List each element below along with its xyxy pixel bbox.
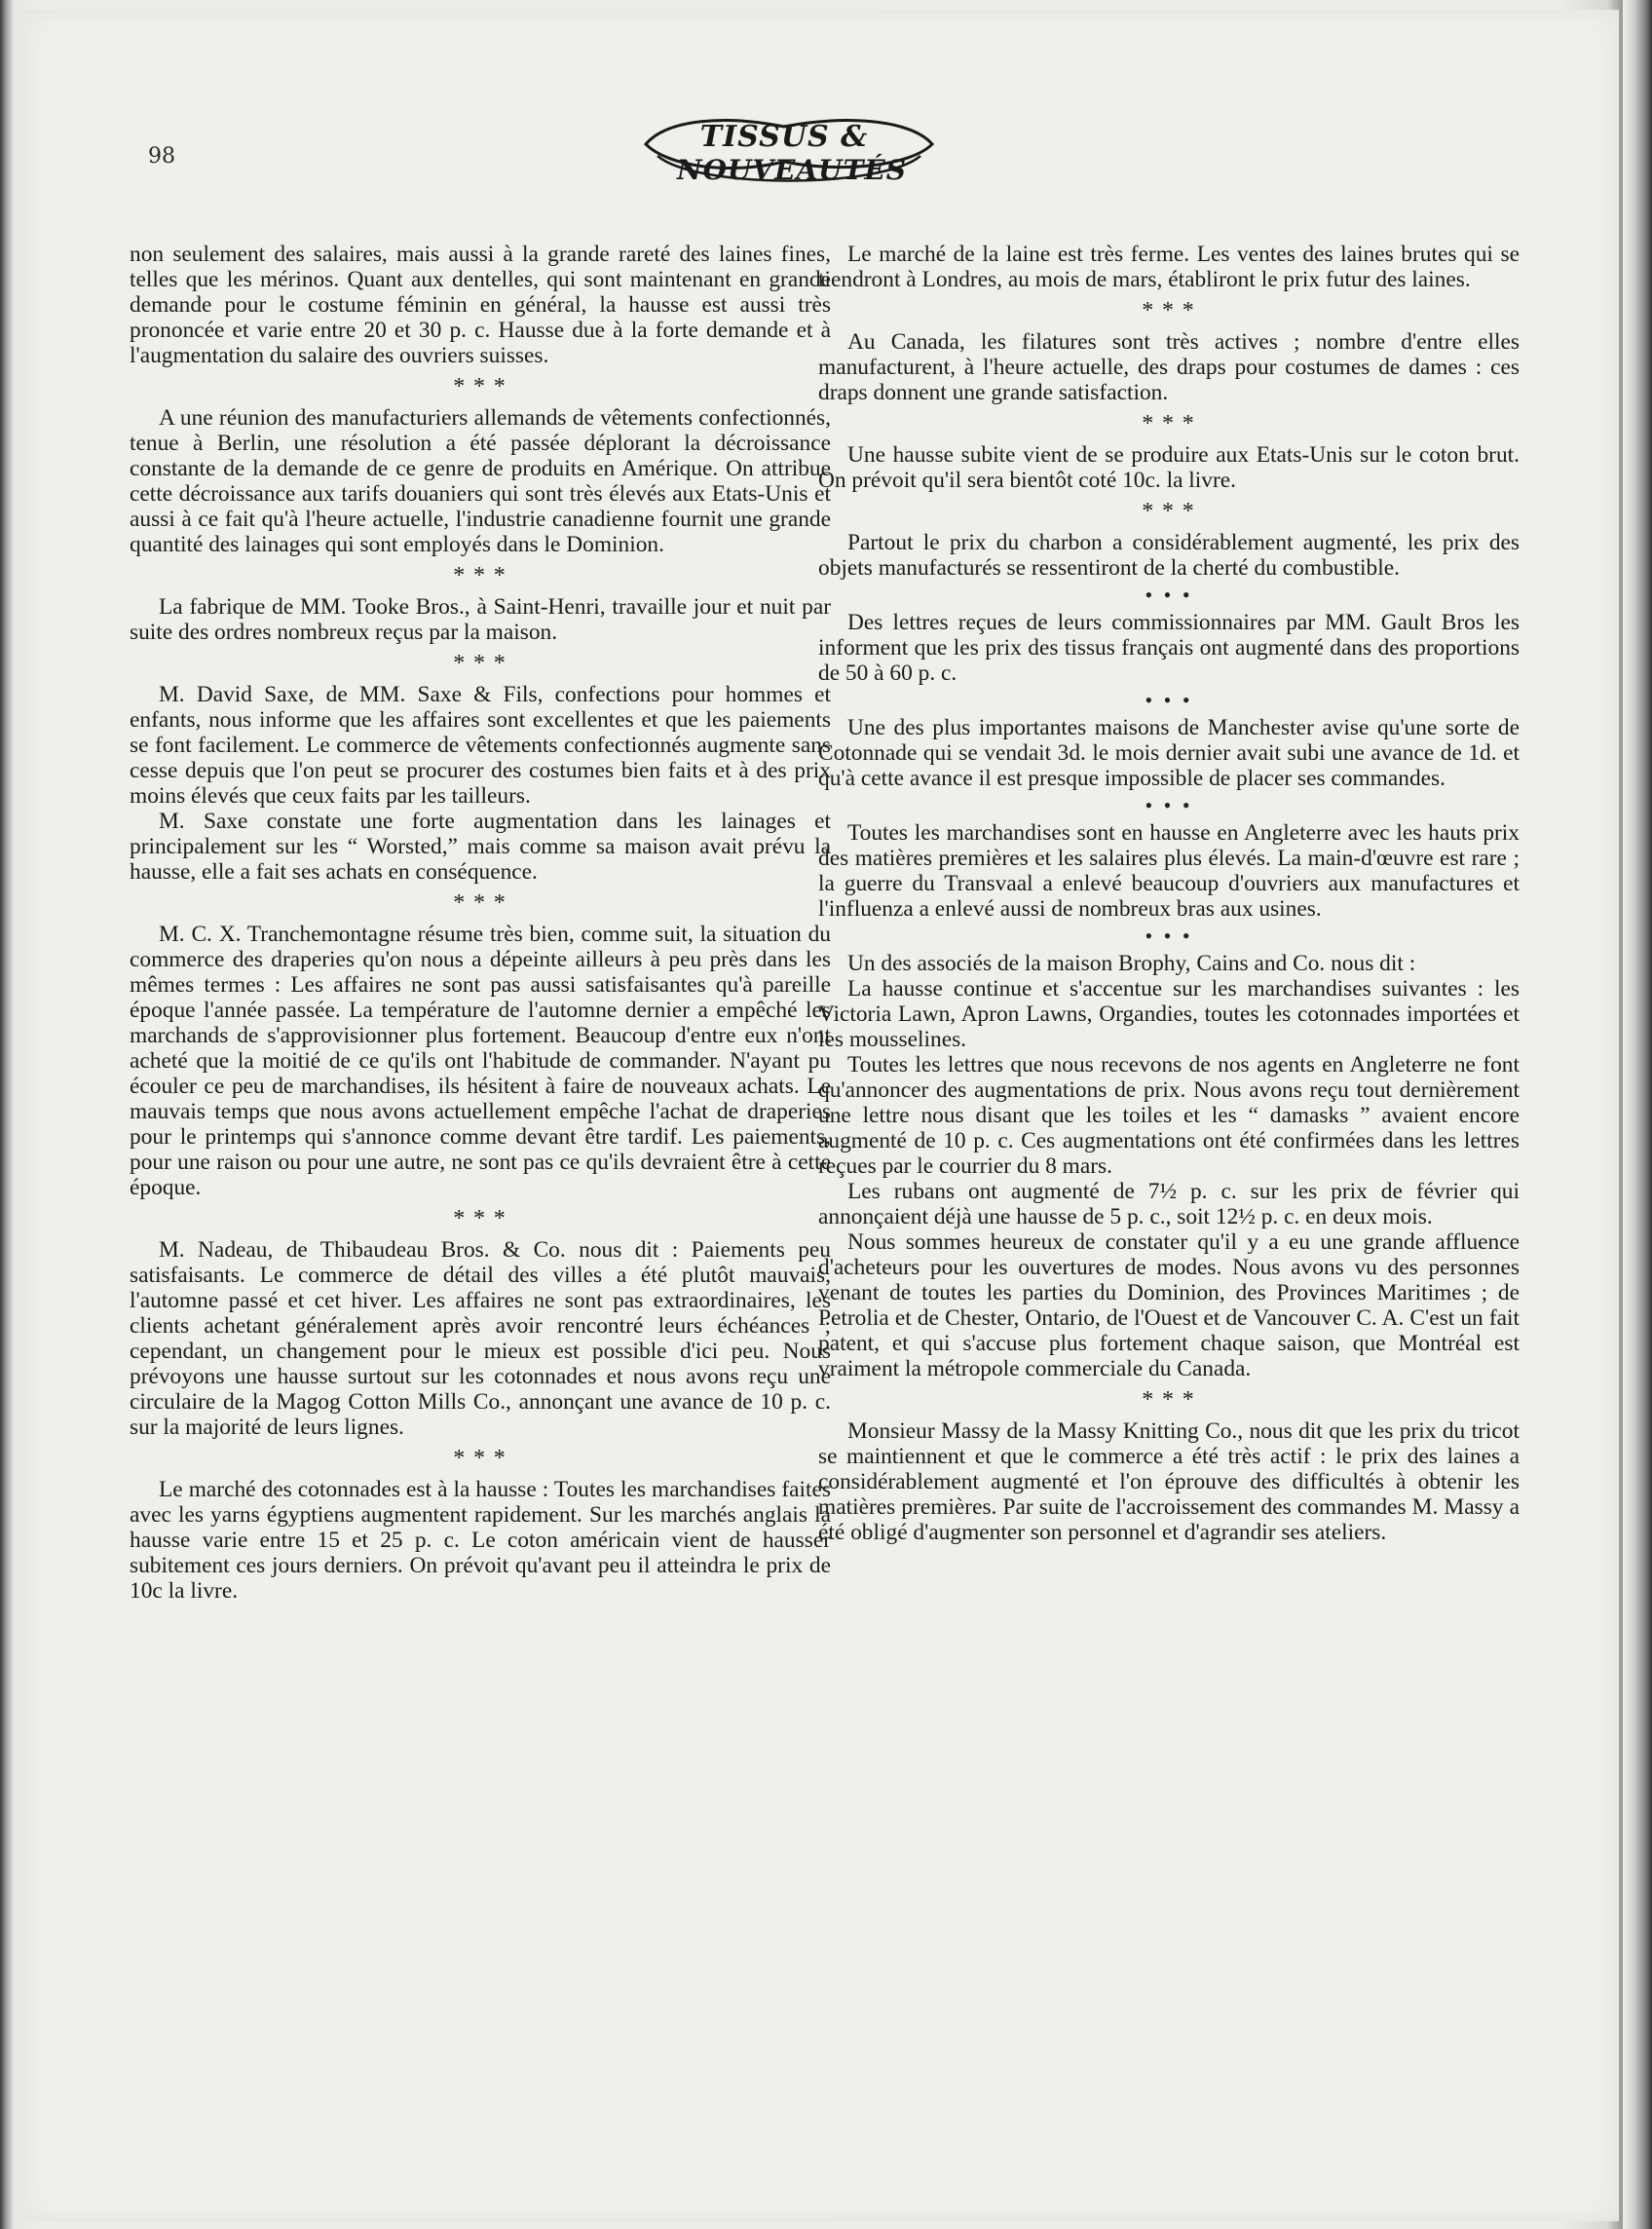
dots-separator-text: • • •: [1145, 688, 1193, 712]
paragraph: Une hausse subite vient de se produire aux Etats-Unis sur le coton brut. On prévoit qu'il sera bientôt coté 10c. la livre.: [818, 442, 1520, 493]
paragraph: La fabrique de MM. Tooke Bros., à Saint-Henri, travaille jour et nuit par suite des ordres nombreux reçus par la maison.: [130, 594, 831, 645]
paragraph: Au Canada, les filatures sont très actives ; nombre d'entre elles manufacturent, à l'heure actuelle, des draps pour costumes de dames : ces draps donnent une grande satisfaction.: [818, 329, 1520, 405]
dots-separator: [818, 686, 1520, 715]
paragraph: Les rubans ont augmenté de 7½ p. c. sur les prix de février qui annonçaient déjà une hausse de 5 p. c., soit 12½ p. c. en deux mois.: [818, 1179, 1520, 1229]
dots-separator: [818, 922, 1520, 951]
dots-separator: [818, 581, 1520, 610]
paragraph: M. Saxe constate une forte augmentation dans les lainages et principalement sur les “ Worsted,” mais comme sa maison avait prévu la hausse, elle a fait ses achats en conséquence.: [130, 809, 831, 885]
paragraph: Monsieur Massy de la Massy Knitting Co., nous dit que les prix du tricot se maintiennent et que le commerce a été très actif : le prix des laines a considérablement augmenté et l'on éprouve des difficultés à obtenir les matières premières. Par suite de l'accroissement des commandes M. Massy a été obligé d'augmenter son personnel et d'agrandir ses ateliers.: [818, 1418, 1520, 1545]
dots-separator-text: • • •: [1145, 583, 1193, 607]
dots-separator-text: • • •: [1145, 924, 1193, 948]
asterism-separator: * * *: [453, 1206, 507, 1231]
asterism-separator: * * *: [1142, 1387, 1196, 1413]
paragraph: Toutes les marchandises sont en hausse en Angleterre avec les hauts prix des matières premières et les salaires plus élevés. La main-d'œuvre est rare ; la guerre du Transvaal a enlevé beaucoup d'ouvriers aux manufactures et l'influenza a enlevé aussi de nombreux bras aux usines.: [818, 820, 1520, 922]
dots-separator: [818, 791, 1520, 820]
paragraph: M. David Saxe, de MM. Saxe & Fils, confections pour hommes et enfants, nous informe que les affaires sont excellentes et que les paiements se font facilement. Le commerce de vêtements confectionnés augmente sans cesse depuis que l'on peut se procurer des costumes bien faits et à des prix moins élevés que ceux faits par les tailleurs.: [130, 682, 831, 809]
paragraph: Le marché des cotonnades est à la hausse : Toutes les marchandises faites avec les yarns égyptiens augmentent rapidement. Sur les marchés anglais la hausse varie entre 15 et 25 p. c. Le coton américain vient de hausser subitement ces jours derniers. On prévoit qu'avant peu il atteindra le prix de 10c la livre.: [130, 1477, 831, 1604]
masthead-line1: TISSUS &: [699, 120, 869, 154]
paragraph: Des lettres reçues de leurs commissionnaires par MM. Gault Bros les informent que les prix des tissus français ont augmenté dans des proportions de 50 à 60 p. c.: [818, 610, 1520, 686]
asterism-separator: * * *: [453, 1446, 507, 1471]
page-number: 98: [148, 144, 175, 169]
paragraph: Nous sommes heureux de constater qu'il y a eu une grande affluence d'acheteurs pour les ouvertures de modes. Nous avons vu des personnes venant de toutes les parties du Dominion, des Provinces Maritimes ; de Petrolia et de Chester, Ontario, de l'Ouest et de Vancouver C. A. C'est un fait patent, et qui s'accuse plus fortement chaque saison, que Montréal est vraiment la métropole commerciale du Canada.: [818, 1229, 1520, 1381]
paragraph: Le marché de la laine est très ferme. Les ventes des laines brutes qui se tiendront à Londres, au mois de mars, établiront le prix futur des laines.: [818, 242, 1520, 292]
paragraph: M. Nadeau, de Thibaudeau Bros. & Co. nous dit : Paiements peu satisfaisants. Le commerce de détail des villes a été plutôt mauvais, l'automne passé et cet hiver. Les affaires ne sont pas extraordinaires, les clients achetant généralement après avoir rencontré leurs échéances ; cependant, un changement pour le mieux est possible d'ici peu. Nous prévoyons une hausse surtout sur les cotonnades et nous avons reçu une circulaire de la Magog Cotton Mills Co., annonçant une avance de 10 p. c. sur la majorité de leurs lignes.: [130, 1237, 831, 1440]
asterism-separator: * * *: [453, 651, 507, 676]
asterism-separator: * * *: [1142, 499, 1196, 524]
paragraph: Une des plus importantes maisons de Manchester avise qu'une sorte de Cotonnade qui se vendait 3d. le mois dernier avait subi une avance de 1d. et qu'à cette avance il est presque impossible de placer ses commandes.: [818, 715, 1520, 791]
left-column: [130, 242, 831, 1604]
paragraph: Un des associés de la maison Brophy, Cains and Co. nous dit :: [847, 951, 1416, 976]
paragraph: non seulement des salaires, mais aussi à la grande rareté des laines fines, telles que les mérinos. Quant aux dentelles, qui sont maintenant en grande demande pour le costume féminin en général, la hausse est aussi très prononcée et varie entre 20 et 30 p. c. Hausse due à la forte demande et à l'augmentation du salaire des ouvriers suisses.: [130, 242, 831, 368]
paragraph: Partout le prix du charbon a considérablement augmenté, les prix des objets manufacturés se ressentiront de la cherté du combustible.: [818, 530, 1520, 581]
paragraph: M. C. X. Tranchemontagne résume très bien, comme suit, la situation du commerce des draperies qu'on nous a dépeinte ailleurs à peu près dans les mêmes termes : Les affaires ne sont pas aussi satisfaisantes qu'à pareille époque l'année passée. La température de l'automne dernier a empêché les marchands de s'approvisionner plus fortement. Beaucoup d'entre eux n'ont acheté que la moitié de ce qu'ils ont l'habitude de commander. N'ayant pu écouler ce peu de marchandises, ils hésitent à faire de nouveaux achats. Le mauvais temps que nous avons actuellement empêche l'achat de draperies pour le printemps qui s'annonce comme devant être tardif. Les paiements, pour une raison ou pour une autre, ne sont pas ce qu'ils devraient être à cette époque.: [130, 922, 831, 1200]
asterism-separator: * * *: [453, 374, 507, 399]
dots-separator-text: • • •: [1145, 793, 1193, 817]
asterism-separator: * * *: [1142, 411, 1196, 436]
masthead-line2: NOUVEAUTÉS: [676, 154, 908, 186]
paragraph: La hausse continue et s'accentue sur les marchandises suivantes : les Victoria Lawn, Apron Lawns, Organdies, toutes les cotonnades importées et les mousselines.: [818, 976, 1520, 1052]
asterism-separator: * * *: [1142, 298, 1196, 323]
right-column: [818, 242, 1520, 1545]
paragraph: A une réunion des manufacturiers allemands de vêtements confectionnés, tenue à Berlin, une résolution a été passée déplorant la décroissance constante de la demande de ce genre de produits en Amérique. On attribue cette décroissance aux tarifs douaniers qui sont très élevés aux Etats-Unis et aussi à ce fait qu'à l'heure actuelle, l'industrie canadienne fournit une grande quantité des lainages qui sont employés dans le Dominion.: [130, 405, 831, 557]
masthead-logo: [638, 105, 940, 199]
page-edge-shadow: [1623, 0, 1652, 2229]
asterism-separator: * * *: [453, 890, 507, 916]
asterism-separator: * * *: [453, 563, 507, 588]
paragraph: Toutes les lettres que nous recevons de nos agents en Angleterre ne font qu'annoncer des augmentations de prix. Nous avons reçu tout dernièrement une lettre nous disant que les toiles et les “ damasks ” avaient encore augmenté de 10 p. c. Ces augmentations ont été confirmées dans les lettres reçues par le courrier du 8 mars.: [818, 1052, 1520, 1179]
